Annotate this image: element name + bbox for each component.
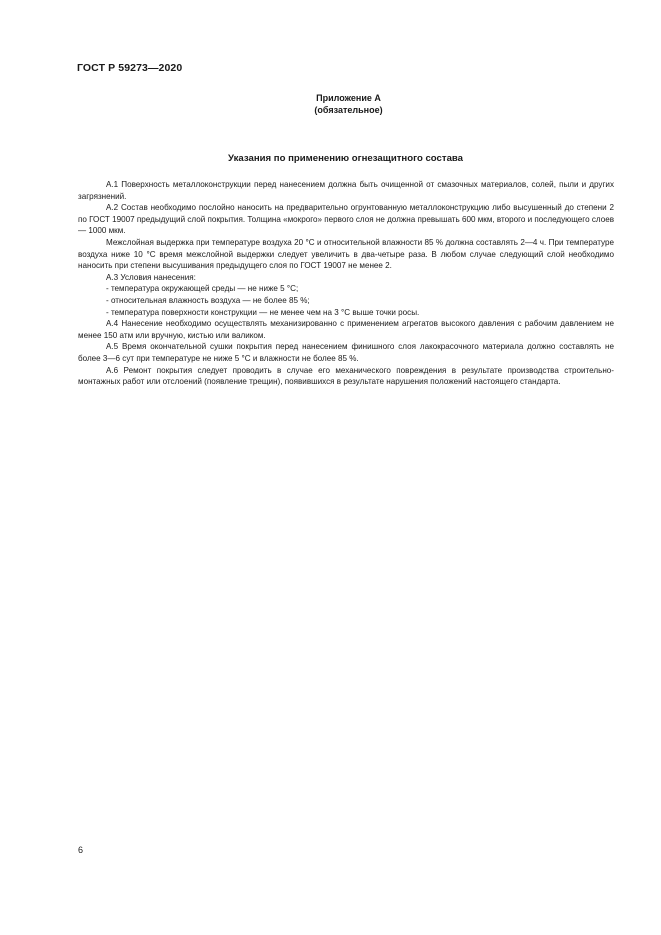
list-item-air-humidity: - относительная влажность воздуха — не более 85 %; xyxy=(106,295,310,305)
paragraph-a1: А.1 Поверхность металлоконструкции перед нанесением должна быть очищенной от смазочных материалов, солей, пыли и других загрязнений. xyxy=(78,180,614,201)
paragraph-a2: А.2 Состав необходимо послойно наносить на предварительно огрунтованную металлоконструкцию либо высушенный до степени 2 по ГОСТ 19007 предыдущий слой покрытия. Толщина «мокрого» первого слоя не должна превышать 600 мкм, второго и последующего слоев — 1000 мкм. xyxy=(78,203,614,236)
paragraph-a2-interlayer: Межслойная выдержка при температуре воздуха 20 °С и относительной влажности 85 % должна составлять 2—4 ч. При температуре воздуха ниже 10 °С время межслойной выдержки следует увеличить в два-четыре раза. В любом случае следующий слой необходимо наносить при степени высушивания предыдущего слоя по ГОСТ 19007 не менее 2. xyxy=(78,237,614,271)
body-text xyxy=(78,179,614,388)
annex-title: Приложение А xyxy=(316,93,381,103)
list-item-surface-temperature: - температура поверхности конструкции — не менее чем на 3 °С выше точки росы. xyxy=(106,307,420,317)
paragraph-a4: А.4 Нанесение необходимо осуществлять механизированно с применением агрегатов высокого давления с рабочим давлением не менее 150 атм или вручную, кистью или валиком. xyxy=(78,319,614,340)
list-item-ambient-temperature: - температура окружающей среды — не ниже 5 °С; xyxy=(106,284,299,294)
paragraph-a6: А.6 Ремонт покрытия следует проводить в случае его механического повреждения в результате производства строительно-монтажных работ или отслоений (появление трещин), появившихся в результате нарушения положений настоящего стандарта. xyxy=(78,365,614,387)
document-code: ГОСТ Р 59273—2020 xyxy=(77,62,183,74)
section-title: Указания по применению огнезащитного состава xyxy=(227,153,464,164)
paragraph-a3: А.3 Условия нанесения: xyxy=(106,272,196,282)
paragraph-a5: А.5 Время окончательной сушки покрытия перед нанесением финишного слоя лакокрасочного материала должно составлять не более 3—6 сут при температуре не ниже 5 °С и влажности не более 85 %. xyxy=(78,342,614,363)
annex-heading xyxy=(0,92,661,116)
annex-status: (обязательное) xyxy=(314,105,383,115)
page-number: 6 xyxy=(78,845,84,855)
